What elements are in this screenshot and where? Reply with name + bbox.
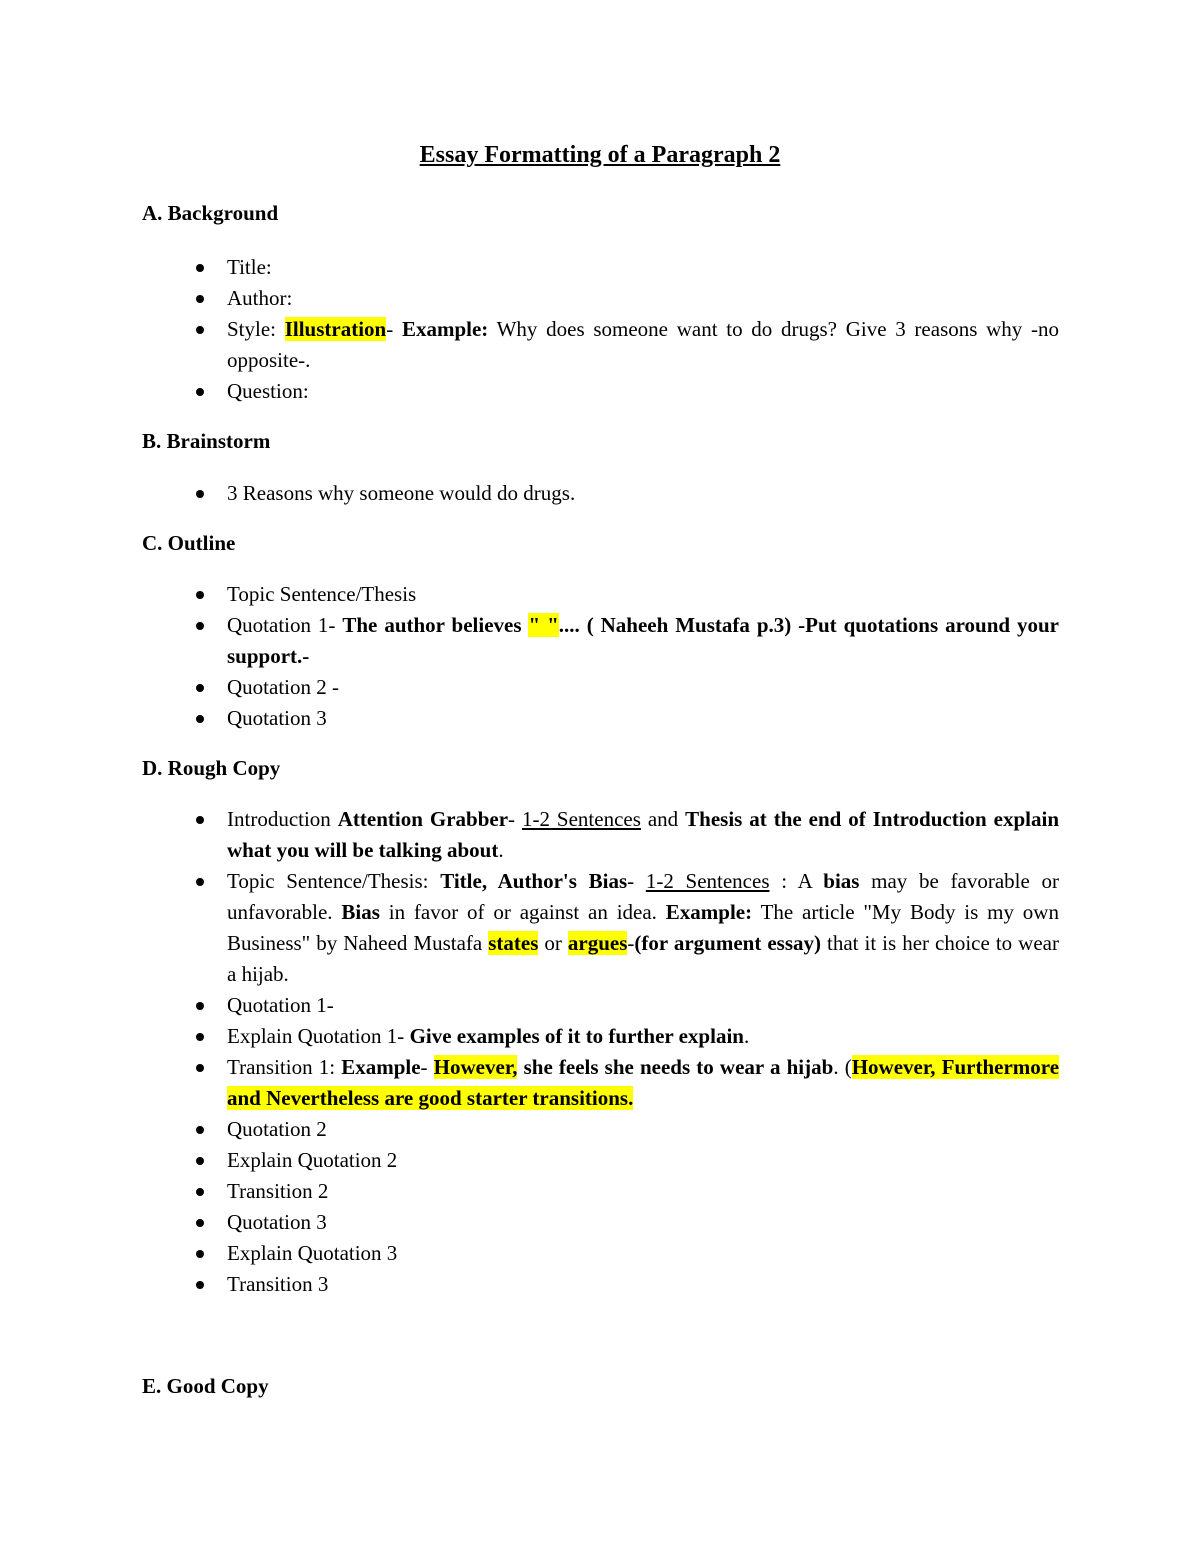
bullet-icon <box>196 715 204 723</box>
list-item: Transition 2 <box>0 1176 1059 1207</box>
background-list <box>0 252 1200 407</box>
bullet-icon <box>196 591 204 599</box>
bullet-icon <box>196 295 204 303</box>
list-item: Author: <box>0 283 1059 314</box>
bullet-icon <box>196 264 204 272</box>
list-item: Transition 1: Example- However, she feels she needs to wear a hijab. (However, Furthermore and Nevertheless are good starter transitions. <box>0 1052 1059 1114</box>
list-item: Title: <box>0 252 1059 283</box>
bullet-icon <box>196 1281 204 1289</box>
bullet-icon <box>196 816 204 824</box>
list-item: Explain Quotation 1- Give examples of it to further explain. <box>0 1021 1059 1052</box>
bullet-icon <box>196 490 204 498</box>
list-item: Introduction Attention Grabber- 1-2 Sentences and Thesis at the end of Introduction explain what you will be talking about. <box>0 804 1059 866</box>
list-item: Quotation 1- The author believes " ".... ( Naheeh Mustafa p.3) -Put quotations around your support.- <box>0 610 1059 672</box>
list-item: Question: <box>0 376 1059 407</box>
bullet-icon <box>196 1002 204 1010</box>
section-heading-rough-copy: D. Rough Copy <box>142 756 281 780</box>
list-item: Quotation 2 <box>0 1114 1059 1145</box>
list-item: Quotation 1- <box>0 990 1059 1021</box>
list-item: Topic Sentence/Thesis: Title, Author's Bias- 1-2 Sentences : A bias may be favorable or unfavorable. Bias in favor of or against an idea. Example: The article "My Body is my own Business" by Naheed Mustafa states or argues-(for argument essay) that it is her choice to wear a hijab. <box>0 866 1059 990</box>
section-heading-brainstorm: B. Brainstorm <box>142 429 271 453</box>
list-item: 3 Reasons why someone would do drugs. <box>0 478 1059 509</box>
section-heading-outline: C. Outline <box>142 531 236 555</box>
bullet-icon <box>196 1157 204 1165</box>
list-item: Quotation 2 - <box>0 672 1059 703</box>
list-item: Explain Quotation 3 <box>0 1238 1059 1269</box>
rough-copy-list <box>0 804 1200 1300</box>
list-item: Quotation 3 <box>0 703 1059 734</box>
outline-list <box>0 579 1200 734</box>
bullet-icon <box>196 622 204 630</box>
list-item: Transition 3 <box>0 1269 1059 1300</box>
bullet-icon <box>196 1250 204 1258</box>
list-item: Style: Illustration- Example: Why does someone want to do drugs? Give 3 reasons why -no opposite-. <box>0 314 1059 376</box>
list-item: Topic Sentence/Thesis <box>0 579 1059 610</box>
bullet-icon <box>196 1219 204 1227</box>
list-item: Quotation 3 <box>0 1207 1059 1238</box>
list-item: Explain Quotation 2 <box>0 1145 1059 1176</box>
bullet-icon <box>196 1126 204 1134</box>
bullet-icon <box>196 1064 204 1072</box>
section-heading-background: A. Background <box>142 201 279 225</box>
bullet-icon <box>196 388 204 396</box>
bullet-icon <box>196 326 204 334</box>
brainstorm-list <box>0 478 1200 509</box>
bullet-icon <box>196 684 204 692</box>
bullet-icon <box>196 1033 204 1041</box>
bullet-icon <box>196 1188 204 1196</box>
document-title: Essay Formatting of a Paragraph 2 <box>419 142 781 168</box>
section-heading-good-copy: E. Good Copy <box>142 1374 269 1398</box>
bullet-icon <box>196 878 204 886</box>
